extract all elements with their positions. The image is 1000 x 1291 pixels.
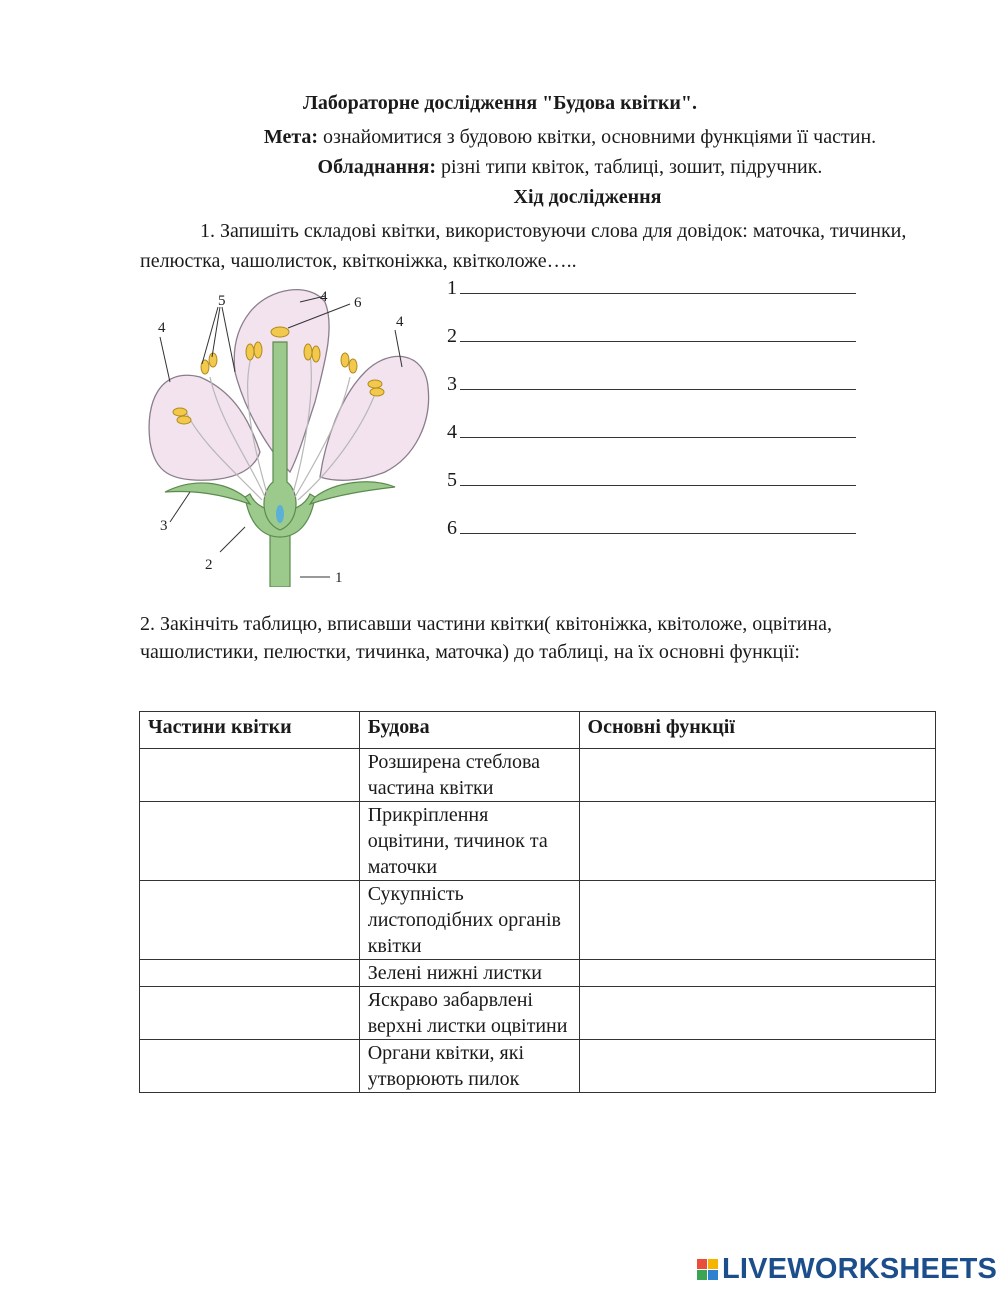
function-cell[interactable]	[579, 749, 935, 802]
flower-parts-table	[139, 711, 936, 1093]
part-cell[interactable]	[140, 987, 360, 1040]
answer-input[interactable]	[460, 517, 856, 534]
equipment-label: Обладнання:	[317, 156, 436, 178]
structure-cell: Розширена стеблова частина квітки	[359, 749, 579, 802]
answer-line-1[interactable]	[447, 277, 867, 300]
answer-input[interactable]	[460, 277, 856, 294]
function-cell[interactable]	[579, 802, 935, 881]
answer-input[interactable]	[460, 373, 856, 390]
answer-input[interactable]	[460, 421, 856, 438]
table-row	[140, 881, 936, 960]
answer-line-4[interactable]	[447, 421, 867, 444]
equipment-line	[140, 156, 1000, 179]
ovule	[276, 505, 284, 523]
label-6: 6	[354, 295, 362, 311]
table-header-row	[140, 712, 936, 749]
answer-number: 2	[447, 325, 457, 347]
answer-input[interactable]	[460, 469, 856, 486]
answer-input[interactable]	[460, 325, 856, 342]
progress-heading: Хід дослідження	[513, 186, 662, 208]
answer-line-2[interactable]	[447, 325, 867, 348]
right-sepal	[310, 482, 395, 504]
goal-text: ознайомитися з будовою квітки, основними функціями її частин.	[323, 126, 877, 148]
structure-cell: Сукупність листоподібних органів квітки	[359, 881, 579, 960]
equipment-text: різні типи квіток, таблиці, зошит, підручник.	[441, 156, 823, 178]
answer-line-3[interactable]	[447, 373, 867, 396]
label-4-right: 4	[396, 314, 404, 330]
structure-cell: Зелені нижні листки	[359, 960, 579, 987]
label-2: 2	[205, 557, 213, 573]
structure-cell: Яскраво забарвлені верхні листки оцвітини	[359, 987, 579, 1040]
part-cell[interactable]	[140, 749, 360, 802]
label-3: 3	[160, 518, 168, 534]
table-row	[140, 749, 936, 802]
table-row	[140, 960, 936, 987]
label-4-left: 4	[158, 320, 166, 336]
table-row	[140, 987, 936, 1040]
worksheet-title: Лабораторне дослідження "Будова квітки".	[302, 92, 698, 114]
table-row	[140, 1040, 936, 1093]
label-4-top: 4	[320, 289, 328, 305]
part-cell[interactable]	[140, 960, 360, 987]
label-5: 5	[218, 293, 226, 309]
function-cell[interactable]	[579, 881, 935, 960]
goal-line	[140, 126, 1000, 149]
answer-number: 1	[447, 277, 457, 299]
function-cell[interactable]	[579, 987, 935, 1040]
structure-cell: Органи квітки, які утворюють пилок	[359, 1040, 579, 1093]
function-cell[interactable]	[579, 1040, 935, 1093]
logo-grid-icon	[697, 1259, 718, 1280]
part-cell[interactable]	[140, 1040, 360, 1093]
answer-line-5[interactable]	[447, 469, 867, 492]
part-cell[interactable]	[140, 881, 360, 960]
answer-number: 4	[447, 421, 457, 443]
goal-label: Мета:	[263, 126, 319, 148]
table-row	[140, 802, 936, 881]
label-1: 1	[335, 570, 343, 586]
answer-number: 6	[447, 517, 457, 539]
header-functions: Основні функції	[579, 712, 935, 749]
flower-diagram	[140, 282, 440, 587]
left-sepal	[165, 483, 250, 504]
liveworksheets-logo[interactable]	[697, 1252, 997, 1286]
function-cell[interactable]	[579, 960, 935, 987]
part-cell[interactable]	[140, 802, 360, 881]
task-2-instruction: 2. Закінчіть таблицю, вписавши частини квітки( квітоніжка, квітоложе, оцвітина, чашолистики, пелюстки, тичинка, маточка) до таблиці, на їх основні функції:	[140, 613, 832, 663]
answer-number: 5	[447, 469, 457, 491]
structure-cell: Прикріплення оцвітини, тичинок та маточки	[359, 802, 579, 881]
task-1-instruction: 1. Запишіть складові квітки, використовуючи слова для довідок: маточка, тичинки, пелюстка, чашолисток, квітконіжка, квітколоже…..	[140, 220, 907, 272]
header-structure: Будова	[359, 712, 579, 749]
logo-text: LIVEWORKSHEETS	[722, 1252, 998, 1285]
answer-line-6[interactable]	[447, 517, 867, 540]
header-parts: Частини квітки	[140, 712, 360, 749]
answer-number: 3	[447, 373, 457, 395]
